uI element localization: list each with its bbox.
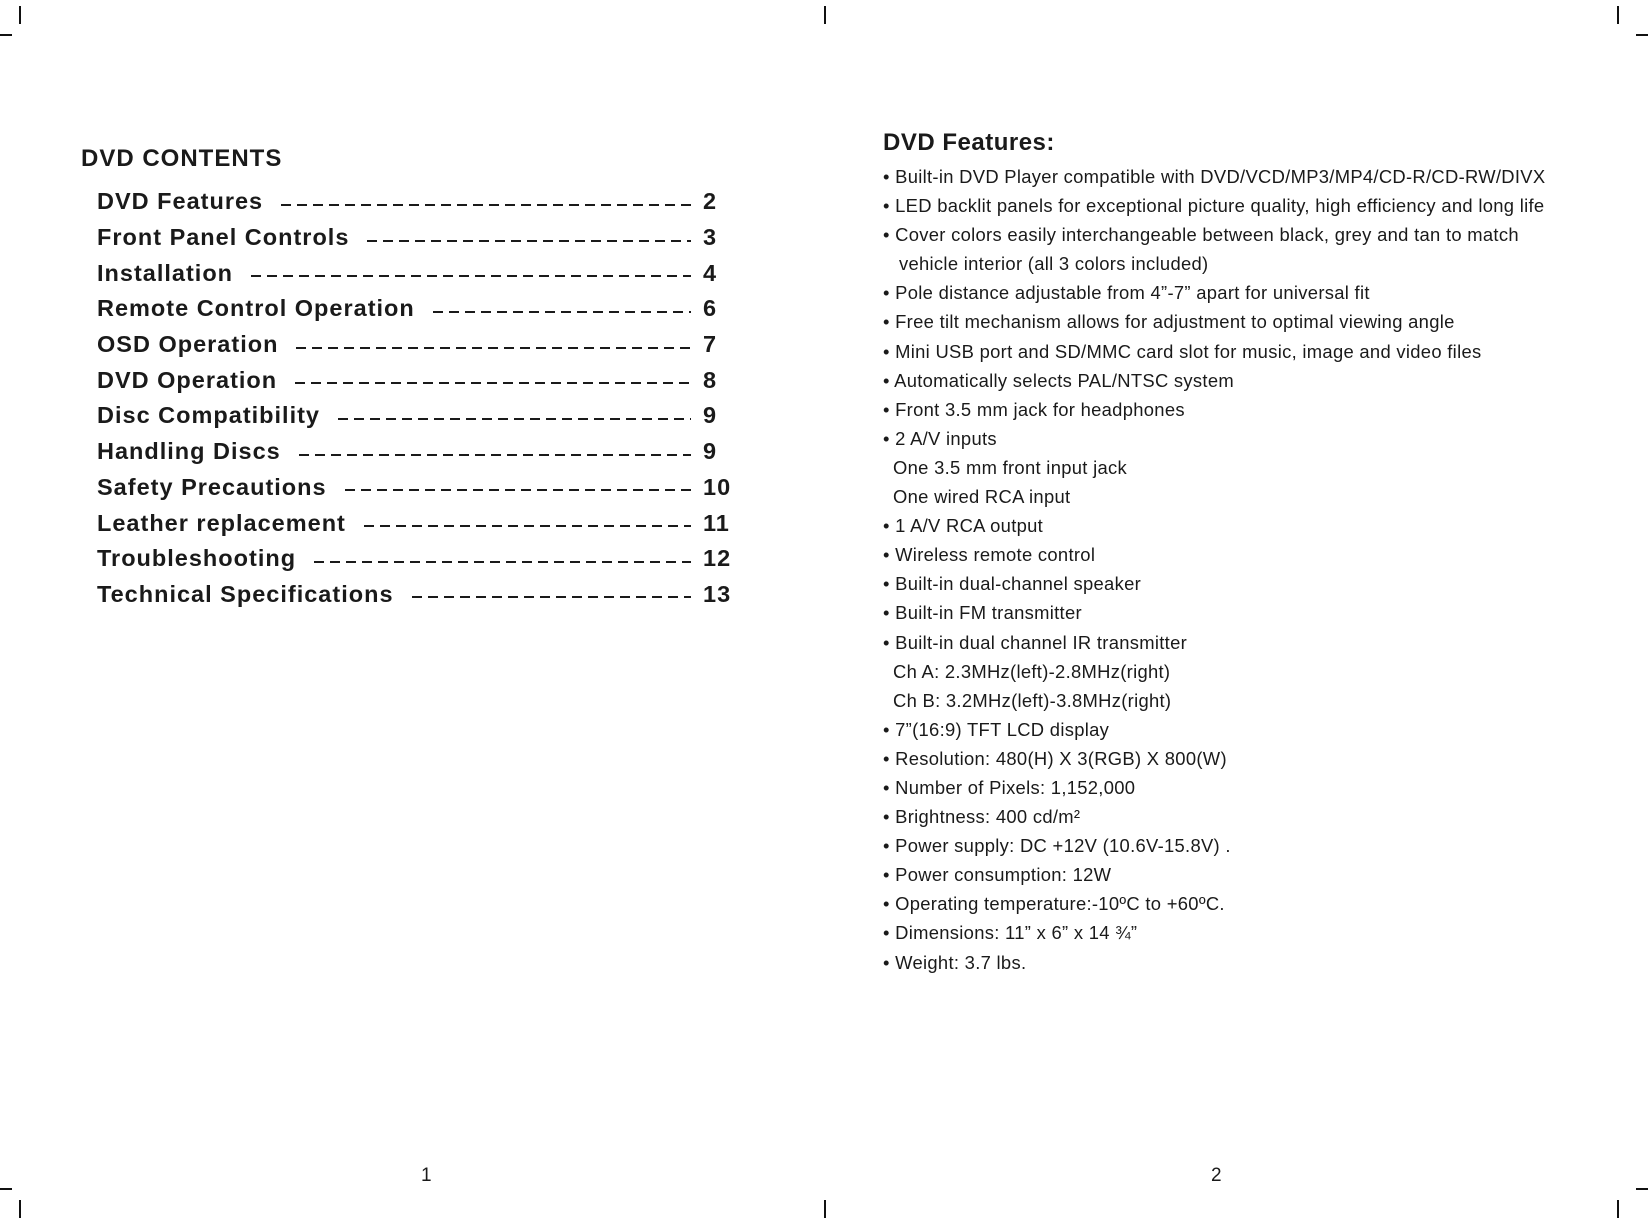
contents-entry[interactable] (97, 577, 747, 613)
contents-entry-label: DVD Operation (97, 366, 278, 393)
contents-entry-label: Handling Discs (97, 438, 281, 465)
feature-line: • Free tilt mechanism allows for adjustment to optimal viewing angle (883, 311, 1455, 333)
contents-entry-label: DVD Features (97, 188, 264, 215)
feature-line: • Built-in dual channel IR transmitter (883, 631, 1188, 653)
crop-mark (1636, 1188, 1648, 1190)
crop-mark (19, 6, 21, 24)
contents-entry-page: 2 (703, 188, 718, 215)
dotted-leader (433, 311, 691, 313)
page-number-right: 2 (1211, 1165, 1222, 1186)
crop-mark (1617, 1200, 1619, 1218)
contents-entry[interactable] (97, 505, 747, 541)
contents-entry-page: 10 (703, 473, 732, 500)
dotted-leader (314, 561, 691, 563)
contents-entry-label: Troubleshooting (97, 545, 297, 572)
contents-entry-label: Remote Control Operation (97, 295, 415, 322)
dotted-leader (412, 596, 691, 598)
features-list (883, 162, 1603, 977)
features-title: DVD Features: (883, 129, 1055, 156)
dotted-leader (338, 418, 691, 420)
feature-line: • Mini USB port and SD/MMC card slot for music, image and video files (883, 340, 1482, 362)
contents-entry-label: Front Panel Controls (97, 224, 350, 251)
contents-entry-page: 13 (703, 580, 732, 607)
feature-subline: Ch A: 2.3MHz(left)-2.8MHz(right) (893, 660, 1171, 682)
feature-line: • Resolution: 480(H) X 3(RGB) X 800(W) (883, 747, 1227, 769)
dotted-leader (364, 525, 691, 527)
dotted-leader (367, 240, 691, 242)
feature-line: • Built-in DVD Player compatible with DVD/VCD/MP3/MP4/CD-R/CD-RW/DIVX (883, 166, 1546, 187)
feature-line: • 1 A/V RCA output (883, 515, 1044, 537)
contents-entry[interactable] (97, 398, 747, 434)
feature-line: • LED backlit panels for exceptional picture quality, high efficiency and long life (883, 195, 1545, 217)
contents-entry[interactable] (97, 541, 747, 577)
feature-line-continuation: vehicle interior (all 3 colors included) (899, 253, 1209, 275)
contents-entry[interactable] (97, 220, 747, 256)
contents-title: DVD CONTENTS (81, 145, 283, 172)
contents-entry[interactable] (97, 362, 747, 398)
feature-line: • Built-in FM transmitter (883, 602, 1082, 624)
dotted-leader (299, 454, 691, 456)
contents-entry[interactable] (97, 291, 747, 327)
feature-line: • Power supply: DC +12V (10.6V-15.8V) . (883, 835, 1231, 857)
feature-subline: Ch B: 3.2MHz(left)-3.8MHz(right) (893, 689, 1172, 711)
contents-entry-label: Leather replacement (97, 509, 346, 536)
dotted-leader (251, 275, 691, 277)
feature-line: • Built-in dual-channel speaker (883, 573, 1142, 595)
contents-entry-label: Disc Compatibility (97, 402, 321, 429)
feature-line: • 7”(16:9) TFT LCD display (883, 718, 1110, 740)
crop-mark (1617, 6, 1619, 24)
contents-entry[interactable] (97, 255, 747, 291)
contents-entry-page: 9 (703, 438, 718, 465)
contents-entry-page: 9 (703, 402, 718, 429)
contents-entry-page: 8 (703, 366, 718, 393)
feature-line: • Pole distance adjustable from 4”-7” apart for universal fit (883, 282, 1370, 304)
contents-entry-page: 7 (703, 331, 718, 358)
page-number-left: 1 (421, 1165, 432, 1186)
crop-mark (1636, 34, 1648, 36)
feature-subline: One wired RCA input (893, 486, 1071, 508)
feature-line: • Weight: 3.7 lbs. (883, 951, 1027, 973)
feature-line: • Number of Pixels: 1,152,000 (883, 776, 1136, 798)
feature-line: • 2 A/V inputs (883, 427, 997, 449)
dotted-leader (296, 347, 691, 349)
contents-entry-page: 11 (703, 509, 730, 536)
contents-entry[interactable] (97, 184, 747, 220)
feature-line: • Operating temperature:-10ºC to +60ºC. (883, 893, 1225, 915)
feature-subline: One 3.5 mm front input jack (893, 456, 1127, 478)
dotted-leader (281, 204, 691, 206)
dotted-leader (295, 382, 691, 384)
contents-entry[interactable] (97, 470, 747, 506)
contents-entry-label: Safety Precautions (97, 473, 327, 500)
contents-entry-page: 6 (703, 295, 718, 322)
feature-line: • Front 3.5 mm jack for headphones (883, 398, 1185, 420)
contents-entry[interactable] (97, 327, 747, 363)
contents-entry-label: Installation (97, 259, 234, 286)
feature-line: • Brightness: 400 cd/m² (883, 806, 1081, 828)
feature-line: • Automatically selects PAL/NTSC system (883, 369, 1234, 391)
feature-line: • Dimensions: 11” x 6” x 14 ¾” (883, 922, 1138, 944)
feature-line: • Cover colors easily interchangeable between black, grey and tan to match (883, 224, 1519, 246)
contents-entry-page: 4 (703, 259, 718, 286)
contents-entry-page: 3 (703, 224, 718, 251)
crop-mark (0, 1188, 12, 1190)
contents-entry-label: OSD Operation (97, 331, 279, 358)
crop-mark (824, 1200, 826, 1218)
crop-mark (824, 6, 826, 24)
contents-entry-page: 12 (703, 545, 732, 572)
crop-mark (19, 1200, 21, 1218)
contents-list (97, 184, 747, 612)
feature-line: • Wireless remote control (883, 544, 1096, 566)
crop-mark (0, 34, 12, 36)
contents-entry[interactable] (97, 434, 747, 470)
dotted-leader (345, 489, 691, 491)
contents-entry-label: Technical Specifications (97, 580, 394, 607)
feature-line: • Power consumption: 12W (883, 864, 1112, 886)
